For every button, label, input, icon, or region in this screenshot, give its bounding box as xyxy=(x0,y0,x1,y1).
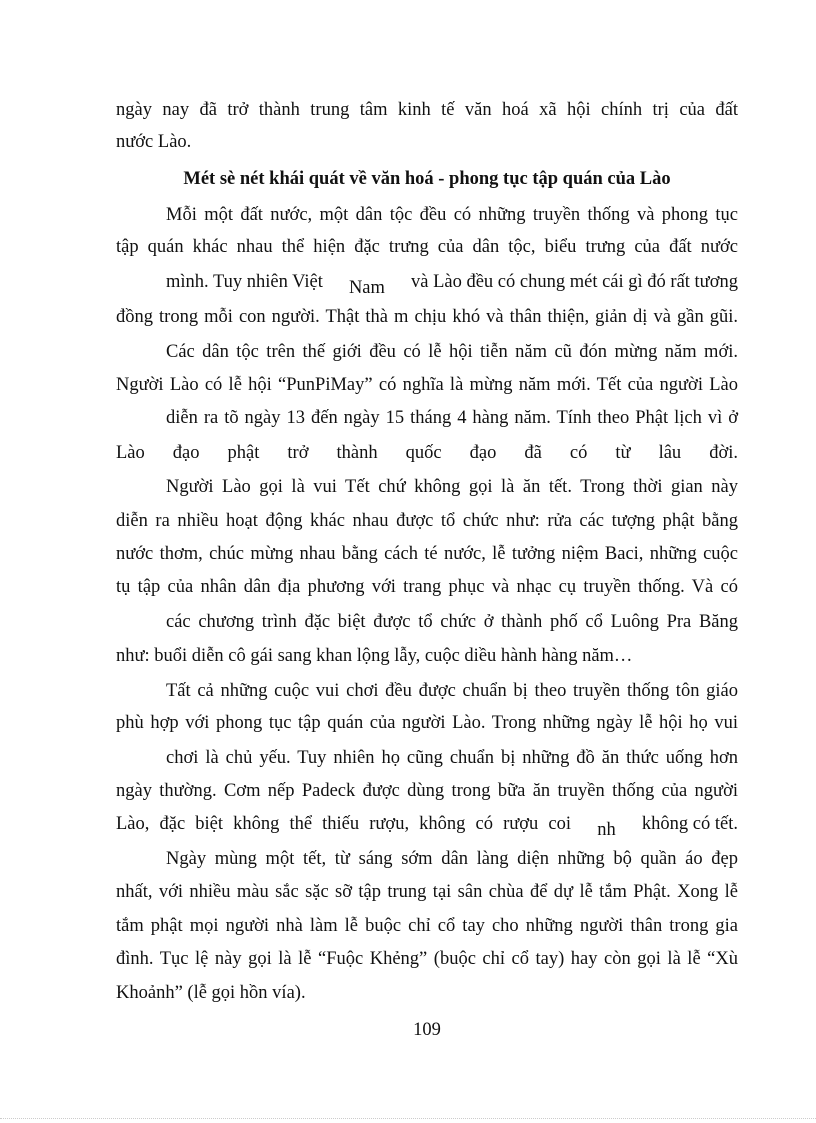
text-line: tập quán khác nhau thể hiện đặc trưng của dân tộc, biểu trưng của đất nước xyxy=(116,237,738,257)
text-line: nước Lào. xyxy=(116,132,192,152)
text-line: các chương trình đặc biệt được tổ chức ở thành phố cổ Luông Pra Băng xyxy=(166,612,738,632)
text-line: ngày nay đã trở thành trung tâm kinh tế văn hoá xã hội chính trị của đất xyxy=(116,100,738,120)
text-line: diễn ra tõ ngày 13 đến ngày 15 tháng 4 hàng năm. Tính theo Phật lịch vì ở xyxy=(166,408,738,428)
text-segment: Lào, đặc biệt không thể thiếu rượu, không có rượu coi xyxy=(116,814,571,834)
text-line: như: buổi diễn cô gái sang khan lộng lẫy, cuộc diều hành hàng năm… xyxy=(116,646,633,666)
text-line: nước thơm, chúc mừng nhau bằng cách té nước, lễ tưởng niệm Baci, những cuộc xyxy=(116,544,738,564)
text-line: ngày thường. Cơm nếp Padeck được dùng trong bữa ăn truyền thống của người xyxy=(116,781,738,801)
text-line: Lào đạo phật trở thành quốc đạo đã có từ lâu đời. xyxy=(116,443,738,463)
text-line: Khoảnh” (lễ gọi hồn vía). xyxy=(116,983,306,1003)
text-line: Tất cả những cuộc vui chơi đều được chuẩn bị theo truyền thống tôn giáo xyxy=(166,681,738,701)
page-bottom-divider xyxy=(0,1118,816,1119)
text-line: diễn ra nhiều hoạt động khác nhau được tổ chức như: rửa các tượng phật bằng xyxy=(116,511,738,531)
text-line xyxy=(166,270,738,298)
section-heading: Mét sè nét khái quát về văn hoá - phong tục tập quán của Lào xyxy=(183,169,671,189)
subscript-fragment: nh xyxy=(597,820,616,840)
text-line: phù hợp với phong tục tập quán của người Lào. Trong những ngày lễ hội họ vui xyxy=(116,713,738,733)
text-line: nhất, với nhiều màu sắc sặc sỡ tập trung tại sân chùa để dự lễ tắm Phật. Xong lễ xyxy=(116,882,738,902)
subscript-fragment: Nam xyxy=(348,278,385,298)
text-line: đồng trong mỗi con người. Thật thà m chịu khó và thân thiện, giản dị và gần gũi. xyxy=(116,307,738,327)
text-line: chơi là chủ yếu. Tuy nhiên họ cũng chuẩn bị những đồ ăn thức uống hơn xyxy=(166,748,738,768)
text-line xyxy=(116,812,738,840)
text-line: Mỗi một đất nước, một dân tộc đều có những truyền thống và phong tục xyxy=(166,205,738,225)
text-line: Các dân tộc trên thế giới đều có lễ hội tiễn năm cũ đón mừng năm mới. xyxy=(166,342,738,362)
text-segment: không có tết. xyxy=(641,814,738,834)
text-line: tụ tập của nhân dân địa phương với trang phục và nhạc cụ truyền thống. Và có xyxy=(116,577,738,597)
text-segment: và Lào đều có chung mét cái gì đó rất tương xyxy=(410,272,738,292)
text-line: Ngày mùng một tết, từ sáng sớm dân làng diện những bộ quần áo đẹp xyxy=(166,849,738,869)
document-page xyxy=(116,0,738,1123)
text-line: đình. Tục lệ này gọi là lễ “Fuộc Khẻng” (buộc chỉ cổ tay) hay còn gọi là lễ “Xù xyxy=(116,949,738,969)
text-line: Người Lào gọi là vui Tết chứ không gọi là ăn tết. Trong thời gian này xyxy=(166,477,738,497)
text-segment: mình. Tuy nhiên Việt xyxy=(166,272,323,292)
page-number: 109 xyxy=(413,1020,441,1040)
text-line: tắm phật mọi người nhà làm lễ buộc chỉ cổ tay cho những người thân trong gia xyxy=(116,916,738,936)
text-line: Người Lào có lễ hội “PunPiMay” có nghĩa là mừng năm mới. Tết của người Lào xyxy=(116,375,738,395)
